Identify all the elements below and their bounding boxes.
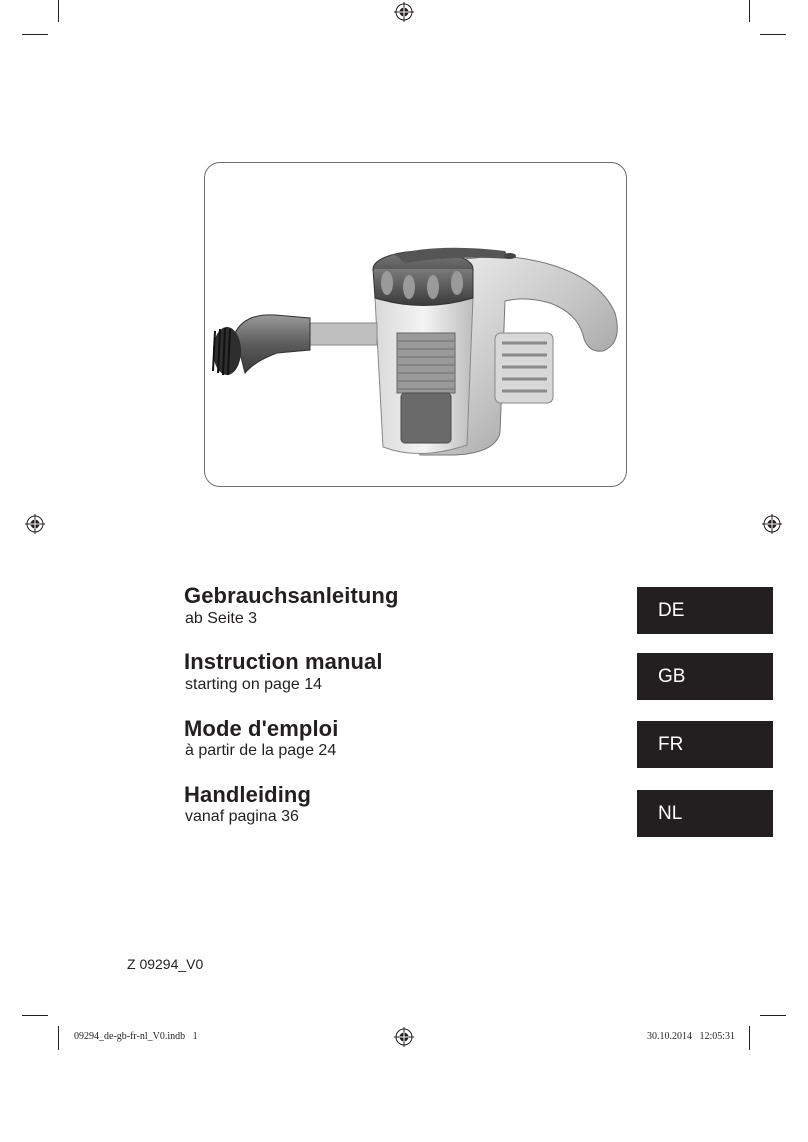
language-badge-nl: NL: [637, 790, 773, 837]
manual-title: Mode d'emploi: [184, 716, 339, 741]
manual-subtitle: starting on page 14: [185, 676, 322, 693]
language-badge-gb: GB: [637, 653, 773, 700]
registration-mark-icon: [762, 514, 782, 534]
print-slug-file: 09294_de-gb-fr-nl_V0.indb 1: [74, 1031, 198, 1042]
crop-mark-icon: [760, 1015, 786, 1016]
crop-mark-icon: [58, 0, 59, 22]
language-badge-de: DE: [637, 587, 773, 634]
registration-mark-icon: [394, 1027, 414, 1047]
registration-mark-icon: [394, 2, 414, 22]
product-photo-frame: [204, 162, 627, 487]
crop-mark-icon: [760, 34, 786, 35]
manual-subtitle: ab Seite 3: [185, 610, 258, 627]
language-badge-fr: FR: [637, 721, 773, 768]
crop-mark-icon: [749, 0, 750, 22]
manual-title: Handleiding: [184, 782, 311, 807]
crop-mark-icon: [22, 1015, 48, 1016]
print-slug-datetime: 30.10.2014 12:05:31: [647, 1031, 736, 1042]
registration-mark-icon: [25, 514, 45, 534]
crop-mark-icon: [22, 34, 48, 35]
manual-subtitle: vanaf pagina 36: [185, 808, 299, 825]
handheld-vacuum-illustration: [205, 163, 626, 486]
manual-title: Instruction manual: [184, 649, 383, 674]
manual-title: Gebrauchsanleitung: [184, 583, 399, 608]
crop-mark-icon: [749, 1026, 750, 1050]
crop-mark-icon: [58, 1026, 59, 1050]
manual-subtitle: à partir de la page 24: [185, 742, 337, 759]
product-code: Z 09294_V0: [127, 956, 204, 972]
